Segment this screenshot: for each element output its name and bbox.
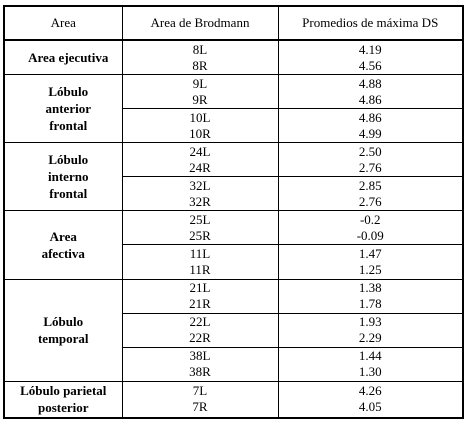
brodmann-cell: [122, 245, 278, 279]
brodmann-table: [3, 5, 464, 419]
average-value: 4.05: [358, 399, 382, 415]
brodmann-cell: [122, 177, 278, 211]
average-value: -0.2: [359, 211, 381, 227]
brodmann-area: 9L: [192, 75, 208, 91]
area-label-line: Area: [49, 228, 77, 244]
brodmann-area: 25L: [189, 211, 211, 227]
average-cell: [278, 313, 463, 347]
brodmann-area: 38L: [189, 348, 211, 364]
brodmann-area: 21R: [189, 296, 211, 312]
brodmann-cell: [122, 40, 278, 75]
average-value: 2.76: [358, 193, 382, 209]
average-cell: [278, 40, 463, 75]
table-row: [4, 75, 463, 109]
average-value: 4.86: [358, 109, 382, 125]
area-label-line: frontal: [49, 186, 88, 202]
average-value: 2.85: [358, 177, 382, 193]
header-brodmann: Area de Brodmann: [122, 6, 278, 40]
average-value: 1.38: [358, 280, 382, 296]
area-label-line: Lóbulo: [48, 84, 89, 100]
table-row: [4, 40, 463, 75]
average-cell: [278, 177, 463, 211]
brodmann-area: 32L: [189, 177, 211, 193]
average-value: 4.26: [358, 383, 382, 399]
table-row: [4, 211, 463, 245]
average-cell: [278, 279, 463, 313]
brodmann-area: 7L: [192, 383, 208, 399]
average-value: 4.99: [358, 125, 382, 141]
brodmann-area: 10L: [189, 109, 211, 125]
brodmann-area: 21L: [189, 280, 211, 296]
brodmann-cell: [122, 143, 278, 177]
brodmann-area: 7R: [192, 399, 208, 415]
brodmann-area: 24R: [189, 159, 211, 175]
header-area: Area: [4, 6, 122, 40]
brodmann-area: 22R: [189, 330, 211, 346]
brodmann-area: 25R: [189, 227, 211, 243]
brodmann-area: 22L: [189, 314, 211, 330]
table-row: [4, 279, 463, 313]
average-cell: [278, 143, 463, 177]
average-cell: [278, 75, 463, 109]
average-value: 4.19: [358, 41, 382, 57]
area-label-line: Lóbulo: [43, 314, 84, 330]
average-value: -0.09: [356, 227, 384, 243]
brodmann-area: 9R: [192, 91, 208, 107]
average-value: 1.30: [358, 364, 382, 380]
brodmann-cell: [122, 109, 278, 143]
average-cell: [278, 109, 463, 143]
area-cell: [4, 143, 122, 211]
average-value: 1.44: [358, 348, 382, 364]
brodmann-area: 38R: [189, 364, 211, 380]
brodmann-cell: [122, 75, 278, 109]
brodmann-cell: [122, 347, 278, 381]
average-cell: [278, 245, 463, 279]
area-label-line: Area ejecutiva: [28, 50, 109, 66]
brodmann-area: 11R: [189, 261, 211, 277]
area-label-line: frontal: [49, 118, 88, 134]
brodmann-area: 8R: [192, 57, 208, 73]
brodmann-area: 11L: [189, 245, 211, 261]
header-row: [4, 6, 463, 40]
brodmann-area: 24L: [189, 143, 211, 159]
area-cell: [4, 279, 122, 381]
average-cell: [278, 211, 463, 245]
average-value: 1.25: [358, 261, 382, 277]
average-value: 4.86: [358, 91, 382, 107]
average-value: 1.93: [358, 314, 382, 330]
average-value: 2.76: [358, 159, 382, 175]
area-label-line: interno: [48, 169, 89, 185]
brodmann-area: 32R: [189, 193, 211, 209]
brodmann-area: 8L: [192, 41, 208, 57]
brodmann-cell: [122, 313, 278, 347]
brodmann-cell: [122, 381, 278, 418]
table-row: [4, 381, 463, 418]
average-cell: [278, 347, 463, 381]
area-label-line: anterior: [45, 101, 91, 117]
area-label-line: afectiva: [41, 245, 85, 261]
brodmann-cell: [122, 211, 278, 245]
average-value: 4.56: [358, 57, 382, 73]
header-average: Promedios de máxima DS: [278, 6, 463, 40]
average-value: 4.88: [358, 75, 382, 91]
area-cell: [4, 381, 122, 418]
brodmann-area: 10R: [189, 125, 211, 141]
brodmann-cell: [122, 279, 278, 313]
area-cell: [4, 40, 122, 75]
average-value: 1.78: [358, 296, 382, 312]
area-label-line: posterior: [37, 400, 89, 416]
area-label-line: temporal: [37, 331, 89, 347]
area-cell: [4, 211, 122, 279]
average-value: 2.29: [358, 330, 382, 346]
average-value: 1.47: [358, 245, 382, 261]
average-value: 2.50: [358, 143, 382, 159]
area-label-line: Lóbulo: [48, 152, 89, 168]
area-cell: [4, 75, 122, 143]
area-label-line: Lóbulo parietal: [20, 383, 107, 399]
table-row: [4, 143, 463, 177]
average-cell: [278, 381, 463, 418]
